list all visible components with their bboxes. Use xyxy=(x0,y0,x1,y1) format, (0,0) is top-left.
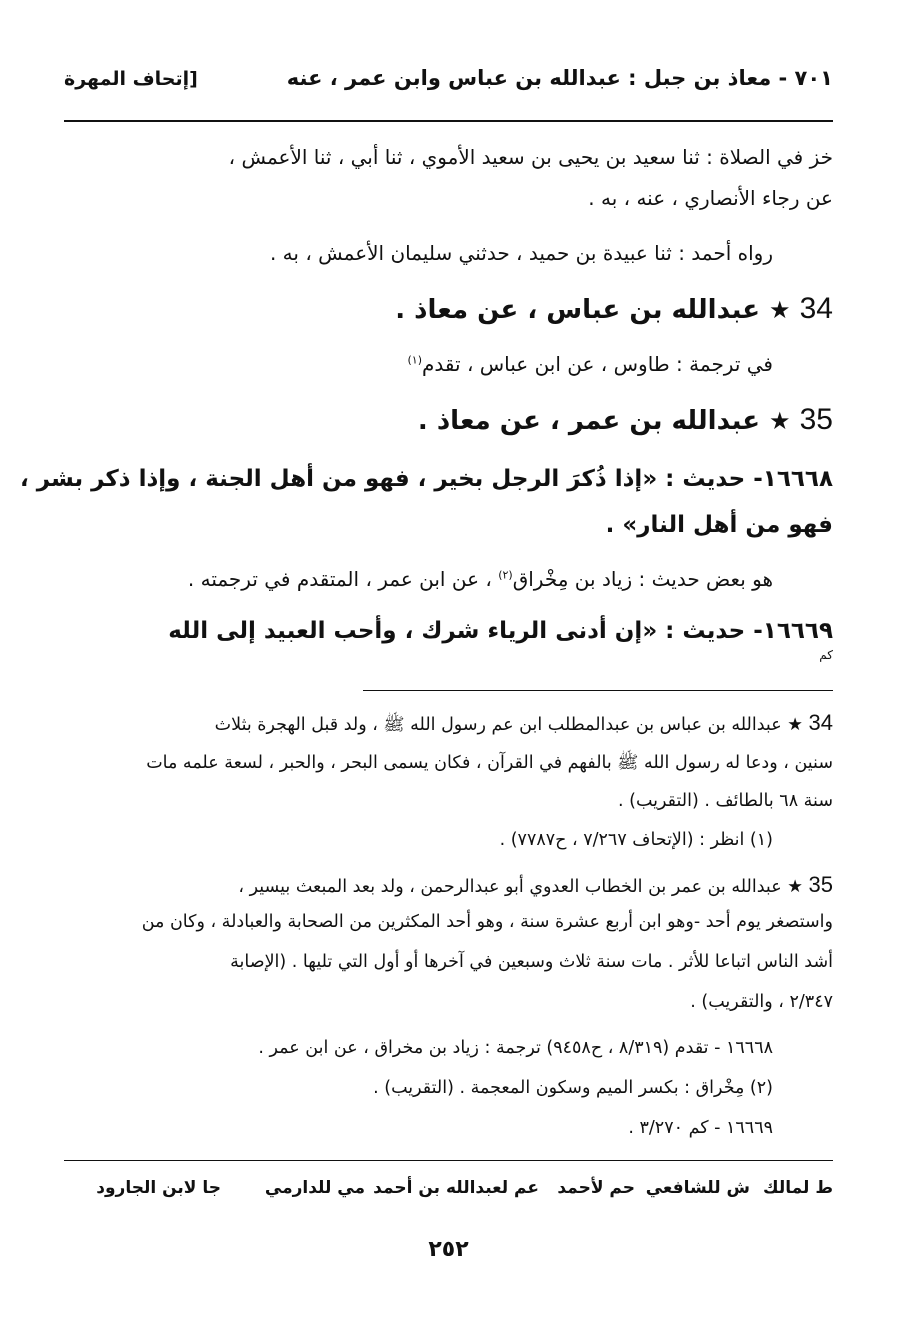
footnote-separator xyxy=(363,690,833,691)
star-icon: ★ xyxy=(769,407,791,435)
body-line xyxy=(408,352,774,376)
body-text: ، عن ابن عمر ، المتقدم في ترجمته . xyxy=(187,567,492,591)
hadith-16668-line: فهو من أهل النار» . xyxy=(605,512,833,538)
header-rule xyxy=(64,120,833,122)
body-line: عن رجاء الأنصاري ، عنه ، به . xyxy=(588,186,833,210)
footnote-text: عبدالله بن عباس بن عبدالمطلب ابن عم رسول الله ﷺ ، ولد قبل الهجرة بثلاث xyxy=(214,715,782,735)
footnote-number: 35 xyxy=(808,872,833,897)
footnote-34-line: سنين ، ودعا له رسول الله ﷺ بالفهم في القرآن ، فكان يسمى البحر ، والحبر ، لسعة علمه مات xyxy=(146,753,833,773)
footnote-35-line xyxy=(238,872,833,898)
entry-title: عبدالله بن عباس ، عن معاذ . xyxy=(395,295,760,325)
hadith-16668-line: ١٦٦٦٨- حديث : «إذا ذُكرَ الرجل بخير ، فهو من أهل الجنة ، وإذا ذكر بشر ، xyxy=(20,466,833,492)
footnote-ref: (٢) xyxy=(498,568,513,582)
entry-heading-34 xyxy=(395,292,833,326)
body-line: رواه أحمد : ثنا عبيدة بن حميد ، حدثني سليمان الأعمش ، به . xyxy=(269,241,773,265)
abbreviations-rule xyxy=(64,1160,833,1161)
abbreviation-item: مي للدارمي xyxy=(264,1178,365,1198)
body-line xyxy=(188,567,773,591)
footnote-35-line: ٢/٣٤٧ ، والتقريب) . xyxy=(690,992,833,1012)
source-mark: كم xyxy=(819,648,833,662)
entry-number: 35 xyxy=(799,403,833,436)
footnote-1: (١) انظر : (الإتحاف ٧/٢٦٧ ، ح٧٧٨٧) . xyxy=(499,830,773,850)
footnote-34-line xyxy=(215,710,833,739)
running-header-book: [إتحاف المهرة xyxy=(64,68,198,90)
footnote-35-line: أشد الناس اتباعا للأثر . مات سنة ثلاث وسبعين في آخرها أو أول التي تليها . (الإصابة xyxy=(230,952,833,972)
hadith-16669-line xyxy=(168,618,833,644)
star-icon: ★ xyxy=(787,877,803,897)
footnote-2: (٢) مِخْراق : بكسر الميم وسكون المعجمة . (التقريب) . xyxy=(373,1078,773,1098)
abbreviation-item: ط لمالك xyxy=(763,1178,833,1198)
footnote-ref: (١) xyxy=(407,353,423,367)
body-line: خز في الصلاة : ثنا سعيد بن يحيى بن سعيد الأموي ، ثنا أبي ، ثنا الأعمش ، xyxy=(228,145,833,169)
body-text: في ترجمة : طاوس ، عن ابن عباس ، تقدم xyxy=(422,352,773,376)
body-text: هو بعض حديث : زياد بن مِخْراق xyxy=(512,567,773,591)
abbreviation-item: عم لعبدالله بن أحمد xyxy=(373,1178,539,1198)
abbreviation-item: حم لأحمد xyxy=(557,1178,635,1198)
hadith-text: ١٦٦٦٩- حديث : «إن أدنى الرياء شرك ، وأحب العبيد إلى الله xyxy=(168,618,833,644)
footnote-35-line: واستصغر يوم أحد -وهو ابن أربع عشرة سنة ، وهو أحد المكثرين من الصحابة والعبادلة ، وكان من xyxy=(141,912,833,932)
footnote-16668: ١٦٦٦٨ - تقدم (٨/٣١٩ ، ح٩٤٥٨) ترجمة : زياد بن مخراق ، عن ابن عمر . xyxy=(258,1038,773,1058)
footnote-16669: ١٦٦٦٩ - كم ٣/٢٧٠ . xyxy=(628,1118,773,1138)
entry-title: عبدالله بن عمر ، عن معاذ . xyxy=(417,406,760,436)
star-icon: ★ xyxy=(787,715,803,735)
star-icon: ★ xyxy=(769,296,791,324)
entry-number: 34 xyxy=(799,292,833,325)
footnote-34-line: سنة ٦٨ بالطائف . (التقريب) . xyxy=(618,791,833,811)
abbreviation-item: جا لابن الجارود xyxy=(96,1178,221,1198)
page-number: ٢٥٢ xyxy=(428,1237,469,1262)
footnote-number: 34 xyxy=(808,710,833,735)
footnote-text: عبدالله بن عمر بن الخطاب العدوي أبو عبدالرحمن ، ولد بعد المبعث بيسير ، xyxy=(238,877,782,897)
entry-heading-35 xyxy=(418,403,833,437)
running-header-title: ٧٠١ - معاذ بن جبل : عبدالله بن عباس وابن عمر ، عنه xyxy=(286,66,833,90)
abbreviation-item: ش للشافعي xyxy=(645,1178,750,1198)
